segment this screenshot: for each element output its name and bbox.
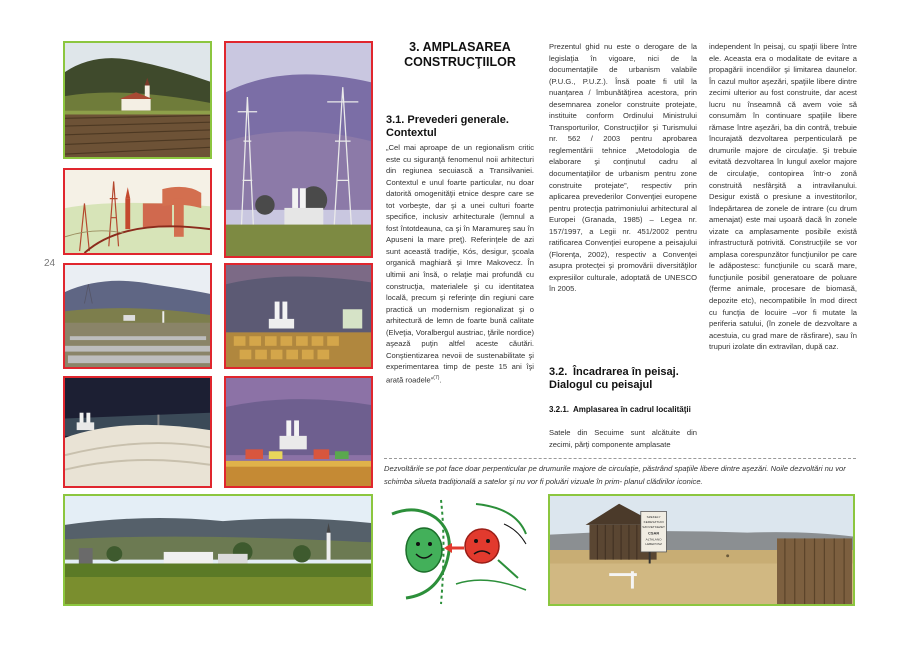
sign-line-5: ALTALANO — [645, 537, 662, 542]
photo-wooden-building-sign — [548, 494, 855, 606]
sign-line-6: LEBEPOSZ — [645, 542, 662, 547]
column-3-body: independent în peisaj, cu spaţii libere între ele. Aceasta era o modalitate de evitare a propagării incendiilor şi limitarea daunelor. În cazul multor aşezări, spaţiile libere dintre zecimi ulterior au fost construite, dar acest lucru nu înseamnă că avem voie să consumăm în continuare spaţiile libere rămase între aşezări, ba din contră, trebuie încurajată dezvoltarea perpenticulară pe drumurile majore de circulaţie. Şi trebuie evitată dezvoltarea în lungul axelor majore de circulaţie, contopirea într-o zonă construită nesfârşită a intravilanului. Desigur există o presiune a investitorilor, îndepărtarea de zonele de intrare (cu drum amenajat) este mai uşoară dacă în zonele vizate ca amplasamente posibile există infrastructură potrivită. Construcţiile se vor amplasa corespunzător funcţiunilor pe care le adăpostesc: funcţiunile cu scară mare, funcţiunile posibil generatoare de poluare (ferme animale, procesare de biomasă, depozite etc), necompatibile în mod direct cu funcţia de locuire –vor fi mutate la periferia satului, (în zonele de dezvoltare a acestuia, cu grad mare de răsfirare), sau în trupuri izolate din extravilan, după caz. — [709, 42, 857, 352]
photo-village-meadow — [63, 263, 212, 369]
section-3-2-title: 3.2. Încadrarea în peisaj. Dialogul cu peisajul — [549, 366, 679, 391]
photo-church-hay-bales — [224, 263, 373, 369]
section-3-1-title: 3.1. Prevederi generale. Contextul — [386, 114, 509, 139]
section-3-1-body: „Cel mai aproape de un regionalism critic este cu siguranţă fenomenul noii arhitecturi din regiunea secuiască a Transilvaniei. Contextul e unul foarte particular, nu doar datorită omogenităţii etnice despre care se tot vorbeşte, dar şi a unei culturi foarte specifice, inclusiv arhitecturale (lemnul a fost întotdeauna, ca şi în Maramureş sau în Apuseni la mare preţ). Referinţele de azi sunt această tradiţie, Kós, desigur, şcoala organică maghiară şi Imre Makovecz. În ultimii ani însă, o relaţie mai profundă cu construcţia, materialele şi cu identitatea locală, precum şi referinţe din regiuni care practică un modernism regionalizat şi o arhitectură de lemn de foarte bună calitate (Elveţia, Voralbergul austriac, ţările nordice) aşează puţin altfel aceste căutări. Conştientizarea nevoii de sustenabilitate şi experimentarea timp de peste 15 ani îşi arată roadele”$^{(7)}$. — [386, 143, 534, 385]
section-3-2-1-body: Satele din Secuime sunt alcătuite din zecimi, părţi componente amplasate — [549, 428, 697, 449]
caption-divider — [384, 458, 856, 459]
figure-caption: Dezvoltările se pot face doar perpenticular pe drumurile majore de circulaţie, păstrând spaţiile libere dintre aşezări. Noile dezvoltări nu vor schimba silueta tradiţională a satelor şi nu vor fi poluări vizuale în prim- planul clădirilor iconice. — [384, 464, 846, 486]
sign-line-4: CSAR — [648, 530, 660, 536]
photo-village-panorama — [63, 494, 373, 606]
section-3-2-1-title: 3.2.1. Amplasarea în cadrul localităţii — [549, 405, 691, 414]
sign-line-2: KERESZTURI — [643, 520, 664, 524]
photo-quarry-church — [63, 376, 212, 488]
chapter-heading: 3. AMPLASAREA CONSTRUCŢIILOR — [404, 40, 516, 69]
photo-pylons-church — [224, 41, 373, 258]
sign-line-3: SZOVETKEZET — [642, 524, 665, 529]
illustration-pylon-church-sketch — [63, 168, 212, 255]
page-number: 24 — [44, 258, 56, 269]
column-2-body: Prezentul ghid nu este o derogare de la legislaţia în vigoare, nici de la documentaţiile de urbanism valabile (P.U.G., P.U.Z.). Însă poate fi util la nuanţarea / îmbunătăţirea acestora, prin desemnarea zonelor construite protejate, instituite conform Ordinului Ministrului Transporturilor, Construcţiilor şi Turismului nr. 562 / 2003 pentru aprobarea reglementării tehnice „Metodologia de elaborare şi conţinutul cadru al documentaţiilor de urbanism pentru zone construite protejate”, respectiv prin aplicarea prevederilor Convenţiei europene pentru protecţia patrimoniului arhitectural al Europei (Granada, 1985) – Legea nr. 157/1997, a Legii nr. 451/2002 pentru ratificarea Convenţiei europene a peisajului (Florenţa, 2002), respectiv a Convenţei asupra protecţei şi promovării diversităţilor expresiilor culturale, adoptată de UNESCO în 2005. — [549, 42, 697, 294]
photo-village-church-field — [63, 41, 212, 159]
sign-line-1: SZEKELY — [646, 515, 661, 520]
photo-church-village-houses — [224, 376, 373, 488]
diagram-faces-arrows — [386, 494, 536, 606]
